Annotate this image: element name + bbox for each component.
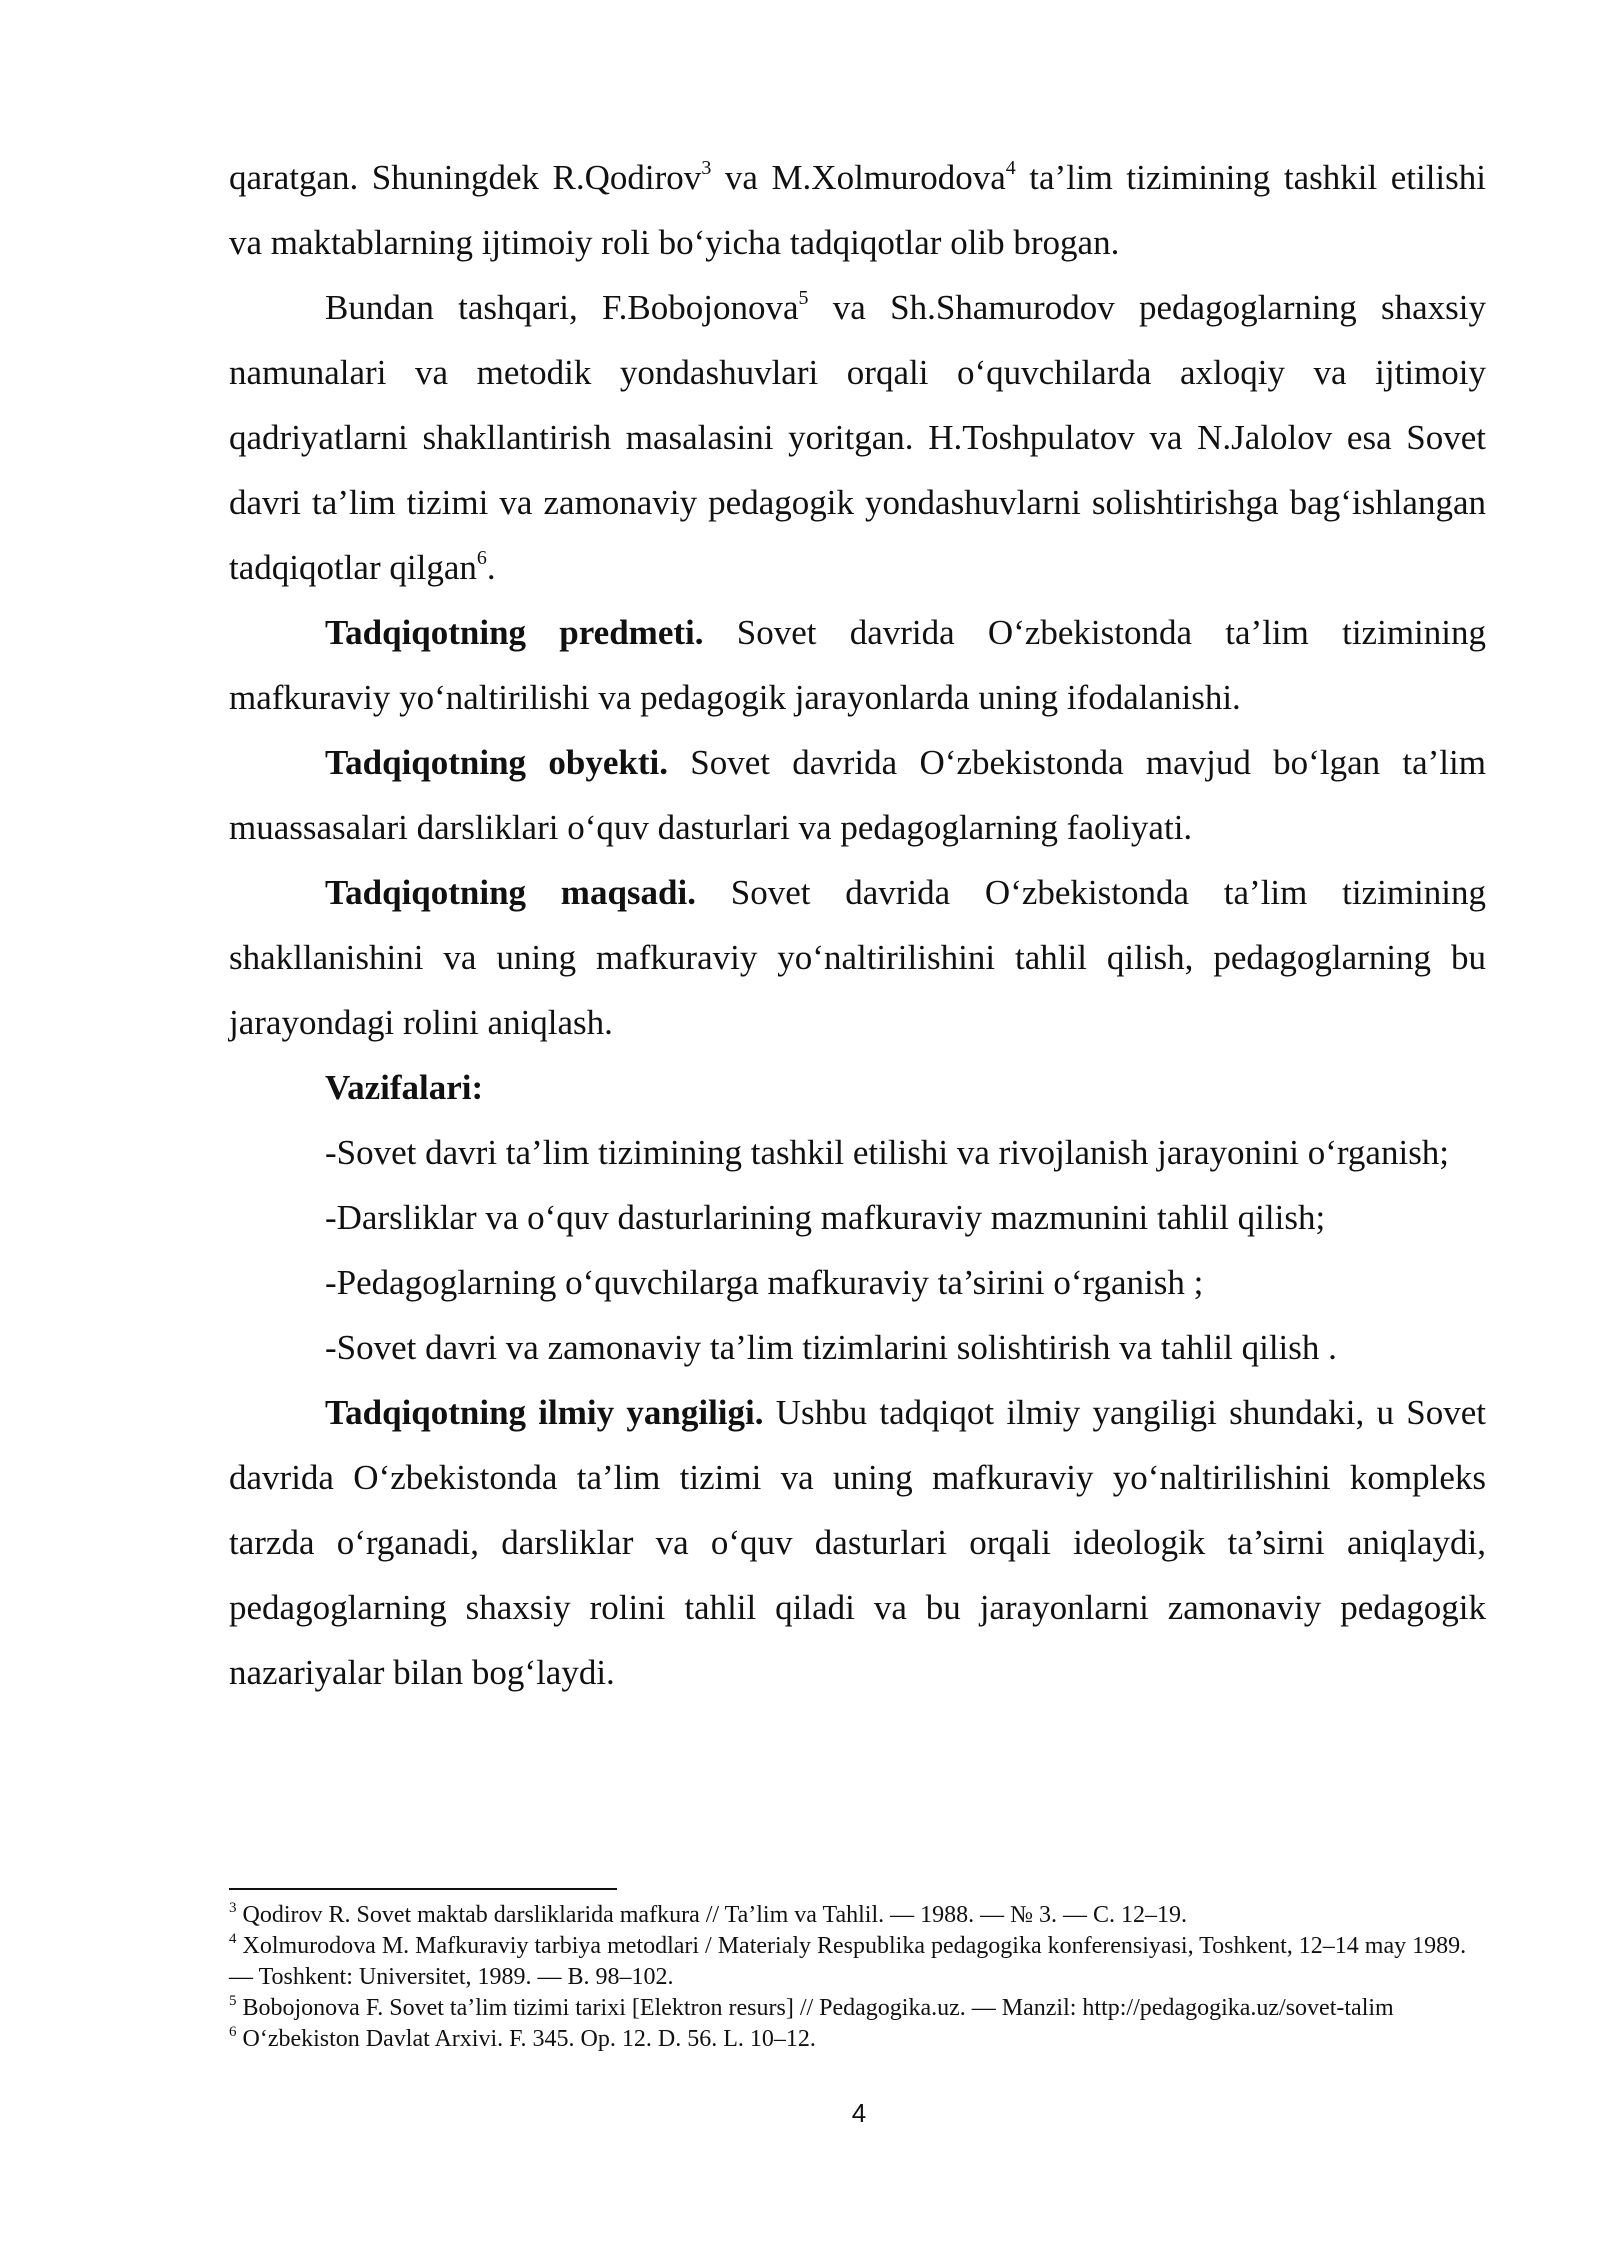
section-label-goal: Tadqiqotning maqsadi. — [325, 873, 696, 912]
paragraph-1 — [229, 145, 1486, 275]
paragraph-novelty — [229, 1380, 1486, 1705]
section-label-novelty: Tadqiqotning ilmiy yangiligi. — [325, 1393, 764, 1432]
footnote-text: Qodirov R. Sovet maktab darsliklarida mafkura // Ta’lim va Tahlil. — 1988. — № 3. — C. 12–19. — [236, 1902, 1188, 1928]
footnote-number: 3 — [229, 1900, 237, 1916]
task-item: -Pedagoglarning o‘quvchilarga mafkuraviy ta’sirini o‘rganish ; — [325, 1263, 1204, 1302]
footnote-4 — [229, 1931, 1486, 1993]
paragraph-text: Sovet davrida O‘zbekistonda mavjud bo‘lgan ta’lim muassasalari darsliklari o‘quv dasturlari va pedagoglarning faoliyati. — [229, 743, 1486, 847]
footnote-text: Bobojonova F. Sovet ta’lim tizimi tarixi [Elektron resurs] // Pedagogika.uz. — Manzil: http://pedagogika.uz/sovet-talim — [236, 1995, 1394, 2021]
footnote-ref-5[interactable]: 5 — [798, 287, 809, 310]
footnote-number: 4 — [229, 1931, 237, 1947]
paragraph-2 — [229, 275, 1486, 600]
paragraph-text: ta’lim tizimining tashkil etilishi va maktablarning ijtimoiy roli bo‘yicha tadqiqotlar olib brogan. — [229, 158, 1486, 262]
page-number: 4 — [851, 2098, 867, 2128]
footnote-5 — [229, 1993, 1486, 2024]
paragraph-text: . — [486, 548, 496, 587]
footnote-3 — [229, 1900, 1486, 1931]
paragraph-text: va Sh.Shamurodov pedagoglarning shaxsiy namunalari va metodik yondashuvlari orqali o‘quvchilarda axloqiy va ijtimoiy qadriyatlarni shakllantirish masalasini yoritgan. H.Toshpulatov va N.Jalolov esa Sovet davri ta’lim tizimi va zamonaviy pedagogik yondashuvlarni solishtirishga bag‘ishlangan tadqiqotlar qilgan — [229, 288, 1486, 587]
task-item: -Sovet davri ta’lim tizimining tashkil etilishi va rivojlanish jarayonini o‘rganish; — [325, 1133, 1450, 1172]
footnote-number: 6 — [229, 2024, 237, 2040]
paragraph-text: Sovet davrida O‘zbekistonda ta’lim tizimining mafkuraviy yo‘naltirilishi va pedagogik jarayonlarda uning ifodalanishi. — [229, 613, 1486, 717]
paragraph-text: va M.Xolmurodova — [711, 158, 1006, 197]
paragraph-object — [229, 730, 1486, 860]
footnote-ref-4[interactable]: 4 — [1005, 157, 1016, 180]
footnotes — [229, 1900, 1486, 2055]
footnote-ref-3[interactable]: 3 — [701, 157, 712, 180]
task-item: -Sovet davri va zamonaviy ta’lim tizimlarini solishtirish va tahlil qilish . — [325, 1328, 1337, 1367]
footnote-number: 5 — [229, 1993, 237, 2009]
section-label-object: Tadqiqotning obyekti. — [325, 743, 668, 782]
paragraph-text: Sovet davrida O‘zbekistonda ta’lim tizimining shakllanishini va uning mafkuraviy yo‘naltirilishini tahlil qilish, pedagoglarning bu jarayondagi rolini aniqlash. — [229, 873, 1486, 1042]
footnote-text: O‘zbekiston Davlat Arxivi. F. 345. Op. 12. D. 56. L. 10–12. — [236, 2026, 816, 2052]
paragraph-subject — [229, 600, 1486, 730]
paragraph-text: Bundan tashqari, F.Bobojonova — [325, 288, 799, 327]
footnote-ref-6[interactable]: 6 — [476, 547, 487, 570]
section-label-subject: Tadqiqotning predmeti. — [325, 613, 704, 652]
footnote-separator — [229, 1888, 617, 1890]
footnote-6 — [229, 2024, 1486, 2055]
task-item: -Darsliklar va o‘quv dasturlarining mafkuraviy mazmunini tahlil qilish; — [325, 1198, 1326, 1237]
footnote-text: Xolmurodova M. Mafkuraviy tarbiya metodlari / Materialy Respublika pedagogika konferensiyasi, Toshkent, 12–14 may 1989. — Toshkent: Universitet, 1989. — B. 98–102. — [229, 1933, 1467, 1990]
body-text — [229, 145, 1486, 1705]
paragraph-text: qaratgan. Shuningdek R.Qodirov — [229, 158, 702, 197]
tasks-heading: Vazifalari: — [325, 1068, 484, 1107]
paragraph-goal — [229, 860, 1486, 1055]
paragraph-text: Ushbu tadqiqot ilmiy yangiligi shundaki, u Sovet davrida O‘zbekistonda ta’lim tizimi va uning mafkuraviy yo‘naltirilishini kompleks tarzda o‘rganadi, darsliklar va o‘quv dasturlari orqali ideologik ta’sirni aniqlaydi, pedagoglarning shaxsiy rolini tahlil qiladi va bu jarayonlarni zamonaviy pedagogik nazariyalar bilan bog‘laydi. — [229, 1393, 1486, 1692]
